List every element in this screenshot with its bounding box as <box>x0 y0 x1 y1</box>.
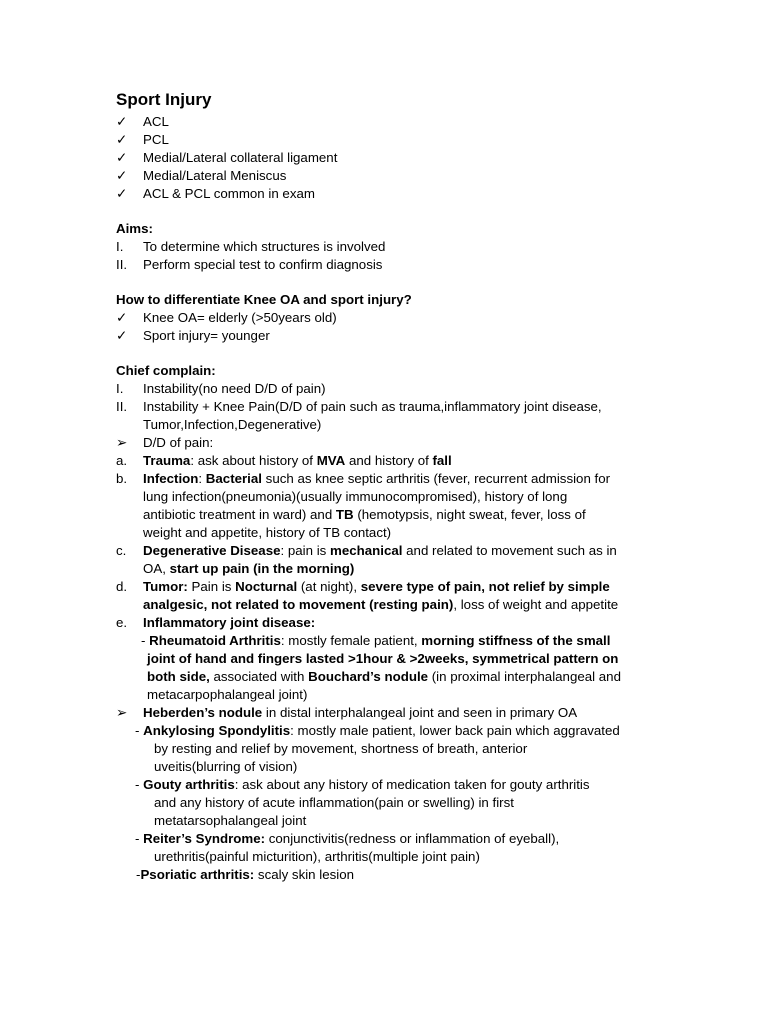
check-icon: ✓ <box>116 114 128 129</box>
check-list <box>116 113 656 203</box>
arrow-bullet-icon: ➢ <box>116 705 128 720</box>
list-item: -Psoriatic arthritis: scaly skin lesion <box>136 867 354 882</box>
list-item: I. To determine which structures is involved <box>116 239 386 254</box>
check-icon: ✓ <box>116 132 128 147</box>
list-item: e. Inflammatory joint disease: <box>116 615 316 630</box>
arrow-bullet-icon: ➢ <box>116 435 128 450</box>
list-item: c. Degenerative Disease: pain is mechanical and related to movement such as in OA, start up pain (in the morning) <box>116 543 617 576</box>
list-item: ➢ D/D of pain: <box>116 435 214 450</box>
list-item: ✓ Medial/Lateral collateral ligament <box>116 150 338 165</box>
check-icon: ✓ <box>116 150 128 165</box>
list-item: ✓ PCL <box>116 132 169 147</box>
aims-heading: Aims: <box>116 221 153 236</box>
list-item: I. Instability(no need D/D of pain) <box>116 381 326 396</box>
page-title: Sport Injury <box>116 90 212 109</box>
list-item: ✓ ACL <box>116 114 169 129</box>
list-item: II. Instability + Knee Pain(D/D of pain such as trauma,inflammatory joint disease, Tumor,Infection,Degenerative) <box>116 399 602 432</box>
check-icon: ✓ <box>116 168 128 183</box>
check-icon: ✓ <box>116 328 128 343</box>
list-item: ✓ Medial/Lateral Meniscus <box>116 168 287 183</box>
document-page <box>116 88 656 884</box>
list-item: ✓ Sport injury= younger <box>116 328 270 343</box>
list-item: II. Perform special test to confirm diagnosis <box>116 257 383 272</box>
list-item: ✓ Knee OA= elderly (>50years old) <box>116 310 337 325</box>
differentiate-heading: How to differentiate Knee OA and sport injury? <box>116 292 412 307</box>
list-item: - Gouty arthritis: ask about any history of medication taken for gouty arthritis and any history of acute inflammation(pain or swelling) in first metatarsophalangeal joint <box>135 777 590 828</box>
list-item: d. Tumor: Pain is Nocturnal (at night), severe type of pain, not relief by simple analgesic, not related to movement (resting pain), loss of weight and appetite <box>116 579 619 612</box>
list-item: - Ankylosing Spondylitis: mostly male patient, lower back pain which aggravated by resting and relief by movement, shortness of breath, anterior uveitis(blurring of vision) <box>135 723 620 774</box>
chief-complain-heading: Chief complain: <box>116 363 216 378</box>
list-item: ➢ Heberden’s nodule in distal interphalangeal joint and seen in primary OA <box>116 705 578 720</box>
list-item: - Rheumatoid Arthritis: mostly female patient, morning stiffness of the small joint of hand and fingers lasted >1hour & >2weeks, symmetrical pattern on both side, associated with Bouchard’s nodule (in proximal interphalangeal and metacarpophalangeal joint) <box>141 633 621 702</box>
list-item: a. Trauma: ask about history of MVA and history of fall <box>116 453 452 468</box>
check-icon: ✓ <box>116 186 128 201</box>
list-item: b. Infection: Bacterial such as knee septic arthritis (fever, recurrent admission for lung infection(pneumonia)(usually immunocompromised), history of long antibiotic treatment in ward) and TB (hemotypsis, night sweat, fever, loss of weight and appetite, history of TB contact) <box>116 471 611 540</box>
list-item: ✓ ACL & PCL common in exam <box>116 186 315 201</box>
check-icon: ✓ <box>116 310 128 325</box>
list-item: - Reiter’s Syndrome: conjunctivitis(redness or inflammation of eyeball), urethritis(painful micturition), arthritis(multiple joint pain) <box>135 831 560 864</box>
